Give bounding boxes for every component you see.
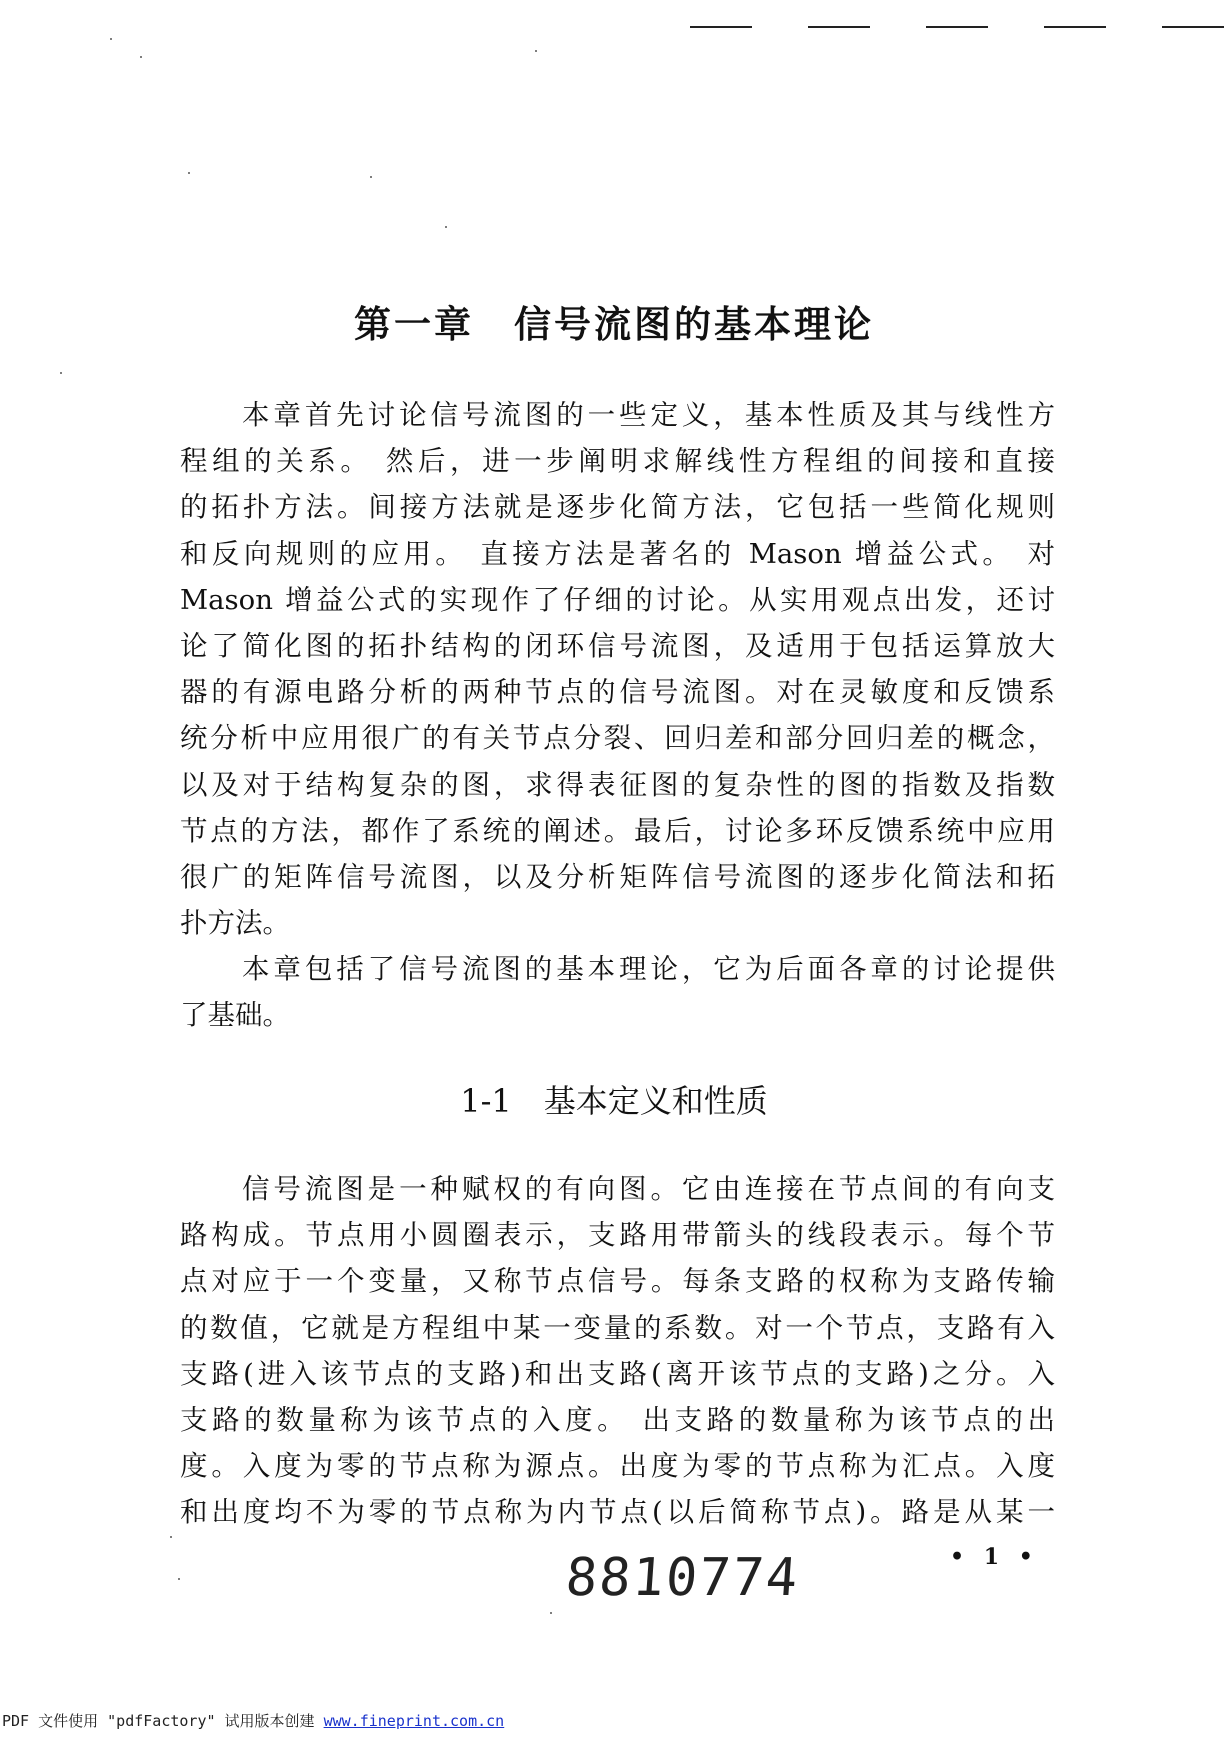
chapter-title: 信号流图的基本理论 (514, 303, 874, 346)
text-line: 以及对于结构复杂的图，求得表征图的复杂性的图的指数及指数 (180, 768, 1055, 801)
header-rule (808, 26, 870, 28)
text-line: 程组的关系。 然后，进一步阐明求解线性方程组的间接和直接 (180, 445, 1055, 478)
text-line: 本章包括了信号流图的基本理论，它为后面各章的讨论提供 (242, 953, 1055, 985)
section-paragraph (180, 1166, 1055, 1536)
section-heading (0, 1076, 1228, 1122)
stamp-number: 8810774 (563, 1548, 802, 1608)
chapter-number: 第一章 (354, 303, 474, 346)
scan-speck (445, 226, 447, 228)
header-rule (690, 26, 752, 28)
header-rules (690, 26, 1210, 28)
scan-speck (178, 1578, 180, 1580)
footer-text: PDF 文件使用 "pdfFactory" 试用版本创建 (2, 1712, 324, 1730)
text-line: 支路的数量称为该节点的入度。 出支路的数量称为该节点的出 (180, 1403, 1055, 1436)
header-rule (1162, 26, 1224, 28)
text-line: 器的有源电路分析的两种节点的信号流图。对在灵敏度和反馈系 (180, 676, 1055, 709)
text-line: 信号流图是一种赋权的有向图。它由连接在节点间的有向支 (242, 1173, 1055, 1205)
intro-paragraph-2 (180, 946, 1055, 1038)
text-line: 和出度均不为零的节点称为内节点(以后简称节点)。路是从某一 (180, 1496, 1055, 1529)
text-line: 路构成。节点用小圆圈表示，支路用带箭头的线段表示。每个节 (180, 1219, 1055, 1252)
scan-speck (110, 38, 112, 40)
text-line: 支路(进入该节点的支路)和出支路(离开该节点的支路)之分。入 (180, 1357, 1055, 1390)
text-line: 和反向规则的应用。 直接方法是著名的 Mason 增益公式。 对 (180, 537, 1055, 570)
section-number: 1-1 (460, 1082, 512, 1120)
text-line: 统分析中应用很广的有关节点分裂、回归差和部分回归差的概念， (180, 722, 1055, 755)
text-line: 了基础。 (180, 999, 290, 1032)
footer-link[interactable]: www.fineprint.com.cn (323, 1712, 505, 1730)
scan-speck (188, 172, 190, 174)
header-rule (1044, 26, 1106, 28)
intro-paragraph-1 (180, 392, 1055, 946)
scan-speck (535, 50, 537, 52)
text-line: 的拓扑方法。间接方法就是逐步化简方法，它包括一些简化规则 (180, 491, 1055, 524)
header-rule (926, 26, 988, 28)
scan-speck (550, 1612, 552, 1614)
scan-speck (370, 176, 372, 178)
chapter-heading (0, 294, 1228, 348)
text-line: 本章首先讨论信号流图的一些定义，基本性质及其与线性方 (242, 399, 1055, 431)
text-line: 点对应于一个变量，又称节点信号。每条支路的权称为支路传输 (180, 1265, 1055, 1298)
text-line: 论了简化图的拓扑结构的闭环信号流图，及适用于包括运算放大 (180, 629, 1055, 662)
text-line: 的数值，它就是方程组中某一变量的系数。对一个节点，支路有入 (180, 1311, 1055, 1344)
scan-speck (60, 372, 62, 374)
text-line: 很广的矩阵信号流图，以及分析矩阵信号流图的逐步化简法和拓 (180, 860, 1055, 893)
scan-speck (140, 56, 142, 58)
pdf-footer (2, 1710, 504, 1731)
page-number: • 1 • (950, 1544, 1039, 1570)
text-line: 扑方法。 (180, 907, 290, 940)
text-line: 节点的方法，都作了系统的阐述。最后，讨论多环反馈系统中应用 (180, 814, 1055, 847)
scan-speck (170, 1536, 172, 1538)
section-title: 基本定义和性质 (543, 1082, 768, 1120)
text-line: Mason 增益公式的实现作了仔细的讨论。从实用观点出发，还讨 (180, 583, 1055, 616)
text-line: 度。入度为零的节点称为源点。出度为零的节点称为汇点。入度 (180, 1450, 1055, 1483)
